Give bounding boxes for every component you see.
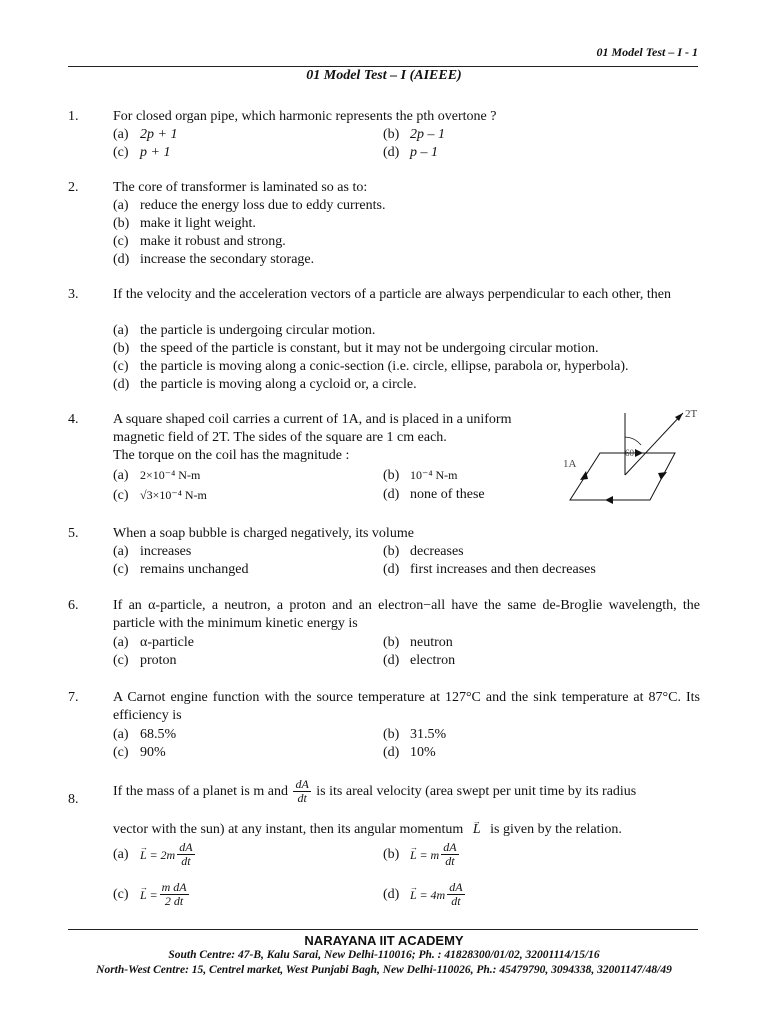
option: (c) 90% bbox=[113, 745, 166, 760]
question-text: If the mass of a planet is m and $\frac{dA}{dt}$ is its areal velocity (area swept per unit time by its radius bbox=[113, 777, 637, 805]
footer-rule bbox=[68, 929, 698, 930]
question-text: For closed organ pipe, which harmonic represents the pth overtone ? bbox=[113, 109, 497, 124]
fraction: $\frac{dA}{dt}$ bbox=[295, 777, 309, 805]
option: (c) remains unchanged bbox=[113, 562, 249, 577]
question-number: 3. bbox=[68, 287, 79, 302]
option: (b) the speed of the particle is constant, but it may not be undergoing circular motion. bbox=[113, 341, 599, 356]
option: (a) 68.5% bbox=[113, 727, 177, 742]
option: (b) decreases bbox=[383, 544, 464, 559]
option: (c) make it robust and strong. bbox=[113, 234, 286, 249]
question-number: 8. bbox=[68, 792, 79, 807]
arrow-head-icon bbox=[605, 496, 613, 504]
question-number: 7. bbox=[68, 690, 79, 705]
institute-name: NARAYANA IIT ACADEMY bbox=[304, 933, 464, 948]
option: (a) the particle is undergoing circular motion. bbox=[113, 323, 376, 338]
question-text: If an α-particle, a neutron, a proton and an electron−all have the same de-Broglie wavelength, the particle with the minimum kinetic energy is bbox=[113, 598, 700, 631]
question-number: 6. bbox=[68, 598, 79, 613]
option: (d) the particle is moving along a cycloid or, a circle. bbox=[113, 377, 417, 392]
page-title: 01 Model Test – I (AIEEE) bbox=[306, 68, 462, 83]
current-label: 1A bbox=[563, 458, 577, 470]
angle-label: 60 bbox=[625, 448, 634, 458]
arrow-head-icon bbox=[635, 449, 643, 457]
option: (b) 10⁻⁴ N-m bbox=[383, 468, 458, 483]
option: (d) increase the secondary storage. bbox=[113, 252, 315, 267]
question-number: 4. bbox=[68, 412, 79, 427]
option: (c) proton bbox=[113, 653, 177, 668]
angle-arc bbox=[625, 437, 641, 445]
option: (d) none of these bbox=[383, 487, 485, 502]
field-label: 2T bbox=[685, 408, 698, 420]
option: (d) first increases and then decreases bbox=[383, 562, 596, 577]
header-rule bbox=[68, 66, 698, 67]
option: (b) neutron bbox=[383, 635, 453, 650]
question-number: 5. bbox=[68, 526, 79, 541]
option: (c) √3×10⁻⁴ N-m bbox=[113, 488, 207, 503]
northwest-centre-address: North-West Centre: 15, Centrel market, West Punjabi Bagh, New Delhi-110026, Ph.: 45479790, 3094338, 32001147/48/49 bbox=[96, 964, 672, 976]
option: (d) electron bbox=[383, 653, 456, 668]
option: (d) 10% bbox=[383, 745, 436, 760]
option: (a) 2p + 1 bbox=[113, 127, 178, 142]
question-number: 1. bbox=[68, 109, 79, 124]
question-text: vector with the sun) at any instant, then its angular momentum → L is given by the relation. bbox=[113, 821, 622, 839]
question-text: The core of transformer is laminated so as to: bbox=[113, 180, 368, 195]
option: (a)→ L = 2m $\frac{dA}{dt}$ bbox=[113, 841, 197, 868]
running-header: 01 Model Test – I - 1 bbox=[596, 45, 698, 59]
option: (a) increases bbox=[113, 544, 192, 559]
question-text: A square shaped coil carries a current of 1A, and is placed in a uniform bbox=[113, 412, 512, 427]
option: (b) make it light weight. bbox=[113, 216, 256, 231]
option: (a) 2×10⁻⁴ N-m bbox=[113, 468, 201, 483]
option: (a) reduce the energy loss due to eddy currents. bbox=[113, 198, 386, 213]
option: (b) 31.5% bbox=[383, 727, 447, 742]
option: (a) α-particle bbox=[113, 635, 194, 650]
option: (d) p – 1 bbox=[383, 145, 438, 160]
question-text: The torque on the coil has the magnitude : bbox=[113, 448, 350, 463]
option: (c) the particle is moving along a conic-section (i.e. circle, ellipse, parabola or, hyperbola). bbox=[113, 359, 629, 374]
question-text: If the velocity and the acceleration vectors of a particle are always perpendicular to each other, then bbox=[113, 287, 671, 302]
field-line bbox=[625, 413, 683, 475]
arrow-head-icon bbox=[658, 472, 667, 480]
option: (c) p + 1 bbox=[113, 145, 171, 160]
question-text: A Carnot engine function with the source temperature at 127°C and the sink temperature at 87°C. Its efficiency is bbox=[113, 690, 700, 723]
coil-diagram bbox=[555, 405, 705, 505]
south-centre-address: South Centre: 47-B, Kalu Sarai, New Delhi-110016; Ph. : 41828300/01/02, 32001114/15/16 bbox=[168, 949, 600, 961]
question-number: 2. bbox=[68, 180, 79, 195]
option: (c)→ L = $\frac{\text{m dA}}{2 dt}$ bbox=[113, 881, 191, 908]
option: (b)→ L = m $\frac{dA}{dt}$ bbox=[383, 841, 461, 868]
arrow-head-icon bbox=[580, 471, 588, 480]
question-text: magnetic field of 2T. The sides of the square are 1 cm each. bbox=[113, 430, 447, 445]
question-text: When a soap bubble is charged negatively, its volume bbox=[113, 526, 414, 541]
option: (b) 2p – 1 bbox=[383, 127, 445, 142]
option: (d)→ L = 4m $\frac{dA}{dt}$ bbox=[383, 881, 467, 908]
